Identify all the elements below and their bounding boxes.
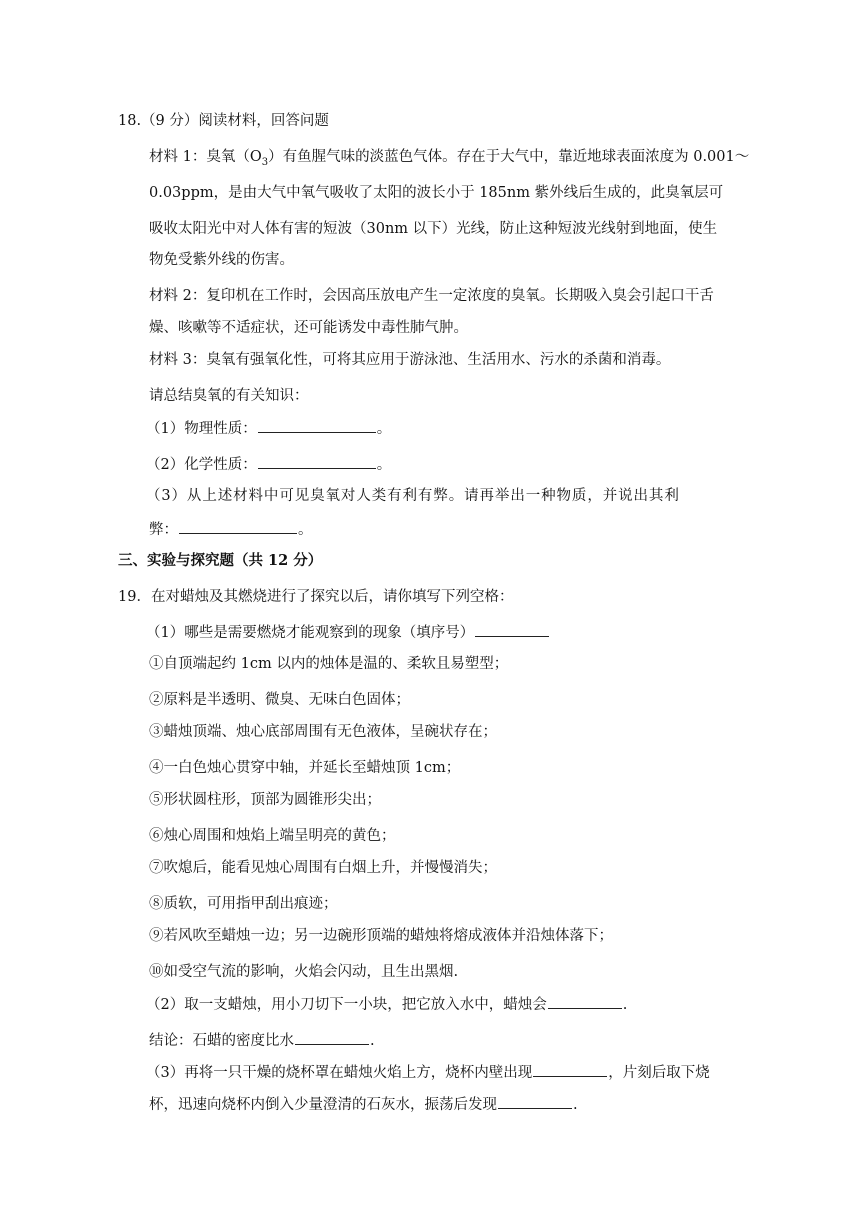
period: 。 xyxy=(376,421,392,437)
physical-property-blank[interactable] xyxy=(258,418,376,433)
q19-sub-3-text-cont: ，片刻后取下烧 xyxy=(608,1065,710,1081)
pros-cons-text: （3）从上述材料中可见臭氧对人类有利有弊。请再举出一种物质，并说出其利 xyxy=(146,488,680,504)
q19-conclusion xyxy=(149,1030,375,1051)
q19-sub-3-blank-1[interactable] xyxy=(533,1062,607,1077)
physical-property-label: （1）物理性质： xyxy=(146,421,257,437)
pros-cons-blank[interactable] xyxy=(179,519,297,534)
material-1-text-cont: ）有鱼腥气味的淡蓝色气体。存在于大气中，靠近地球表面浓度为 0.001～ xyxy=(268,149,750,165)
material-1-line-2: 0.03ppm，是由大气中氧气吸收了太阳的波长小于 185nm 紫外线后生成的，此臭氧层可 xyxy=(149,185,724,201)
summary-prompt: 请总结臭氧的有关知识： xyxy=(149,388,309,404)
q19-sub-1-text: （1）哪些是需要燃烧才能观察到的现象（填序号） xyxy=(146,625,475,641)
ozone-subscript: 3 xyxy=(261,156,269,168)
dot: . xyxy=(622,997,628,1013)
material-3: 材料 3：臭氧有强氧化性，可将其应用于游泳池、生活用水、污水的杀菌和消毒。 xyxy=(149,352,671,368)
q18-title: 18.（9 分）阅读材料，回答问题 xyxy=(118,113,329,129)
observation-item: ④一白色烛心贯穿中轴，并延长至蜡烛顶 1cm； xyxy=(149,760,461,776)
pros-cons-label: 弊： xyxy=(149,522,178,538)
material-2-line-1: 材料 2：复印机在工作时，会因高压放电产生一定浓度的臭氧。长期吸入臭会引起口干舌 xyxy=(149,288,714,304)
chemical-property-blank[interactable] xyxy=(258,454,376,469)
section-3-heading: 三、实验与探究题（共 12 分） xyxy=(118,552,323,569)
dot: . xyxy=(370,1033,375,1049)
conclusion-blank[interactable] xyxy=(295,1030,369,1045)
material-1-line-3: 吸收太阳光中对人体有害的短波（30nm 以下）光线，防止这种短波光线射到地面，使生 xyxy=(149,221,718,237)
q19-title: 19．在对蜡烛及其燃烧进行了探究以后，请你填写下列空格： xyxy=(118,589,514,605)
observation-item: ②原料是半透明、微臭、无味白色固体； xyxy=(149,692,410,708)
q19-sub-3-blank-2[interactable] xyxy=(498,1094,572,1109)
pros-cons-line-2 xyxy=(149,519,313,540)
q19-sub-1 xyxy=(146,622,550,643)
q19-sub-2-text: （2）取一支蜡烛，用小刀切下一小块，把它放入水中，蜡烛会 xyxy=(146,997,547,1013)
material-1-line-1 xyxy=(149,147,749,173)
q19-sub-2-blank[interactable] xyxy=(548,994,622,1009)
conclusion-text: 结论：石蜡的密度比水 xyxy=(149,1033,294,1049)
observation-item: ⑦吹熄后，能看见烛心周围有白烟上升，并慢慢消失； xyxy=(149,860,497,876)
physical-property-line xyxy=(146,418,391,439)
q19-sub-3-line-2 xyxy=(149,1094,578,1115)
material-1-line-4: 物免受紫外线的伤害。 xyxy=(149,252,294,268)
observation-item: ①自顶端起约 1cm 以内的烛体是温的、柔软且易塑型； xyxy=(149,656,509,672)
q19-sub-3-text-2: 杯，迅速向烧杯内倒入少量澄清的石灰水，振荡后发现 xyxy=(149,1097,497,1113)
q19-sub-1-blank[interactable] xyxy=(475,622,549,637)
observation-item: ⑨若风吹至蜡烛一边；另一边碗形顶端的蜡烛将熔成液体并沿烛体落下； xyxy=(149,928,613,944)
period: 。 xyxy=(298,522,313,538)
material-1-text: 材料 1：臭氧（O xyxy=(149,149,262,165)
observation-item: ⑧质软，可用指甲刮出痕迹； xyxy=(149,896,338,912)
observation-item: ⑩如受空气流的影响，火焰会闪动，且生出黑烟. xyxy=(149,964,459,980)
chemical-property-line xyxy=(146,454,391,475)
dot: . xyxy=(573,1097,578,1113)
observation-item: ⑥烛心周围和烛焰上端呈明亮的黄色； xyxy=(149,828,396,844)
chemical-property-label: （2）化学性质： xyxy=(146,457,257,473)
q19-sub-2 xyxy=(146,994,627,1015)
q19-sub-3-text: （3）再将一只干燥的烧杯罩在蜡烛火焰上方，烧杯内壁出现 xyxy=(146,1065,533,1081)
material-2-line-2: 燥、咳嗽等不适症状，还可能诱发中毒性肺气肿。 xyxy=(149,320,468,336)
observation-item: ③蜡烛顶端、烛心底部周围有无色液体，呈碗状存在； xyxy=(149,724,497,740)
pros-cons-line-1 xyxy=(146,486,732,506)
period: 。 xyxy=(376,457,392,473)
observation-item: ⑤形状圆柱形，顶部为圆锥形尖出； xyxy=(149,792,381,808)
q19-sub-3-line-1 xyxy=(146,1062,710,1083)
